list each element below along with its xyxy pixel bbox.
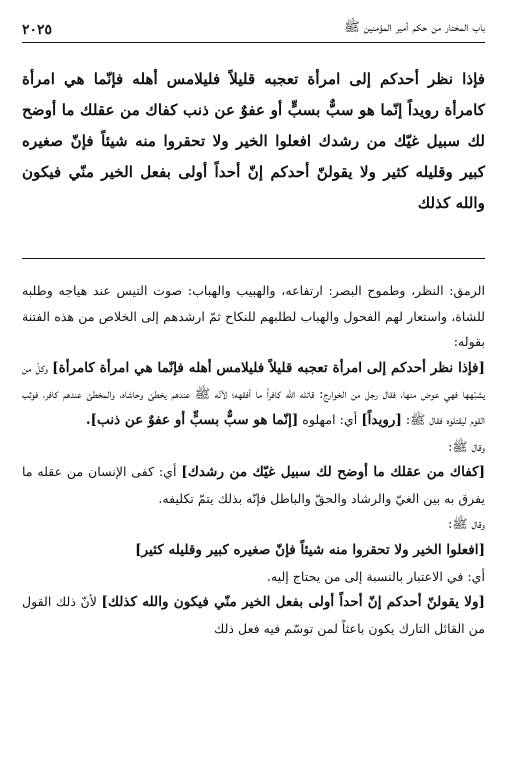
page-number: ٢٠٢٥ — [22, 22, 53, 38]
main-text — [22, 64, 485, 219]
commentary-paragraph — [22, 537, 485, 564]
commentary-text: وقال ﷺ: — [448, 438, 485, 454]
quoted-text: [فإذا نظر أحدكم إلى امرأة تعجبه قليلاً فليلامس أهله فإنّما هي امرأة كامرأة] — [52, 359, 485, 376]
commentary-paragraph — [22, 589, 485, 641]
commentary-text: لأنّ ذلك القول من القائل التارك يكون باعثاً لمن توسّم فيه فعل ذلك — [22, 594, 485, 636]
commentary-paragraph — [22, 355, 485, 434]
commentary-text: أي: في الاعتبار بالنسبة إلى من يحتاج إليه. — [266, 568, 485, 584]
quoted-text: [كفاك من عقلك ما أوضح لك سبيل غيّك من رشدك] — [181, 464, 486, 481]
separator-rule — [22, 258, 485, 259]
commentary-paragraph — [22, 459, 485, 511]
quoted-text: [افعلوا الخير ولا تحقروا منه شيئاً فإنّ صغيره كبير وقليله كثير] — [135, 541, 485, 558]
commentary-text: الرمق: النظر، وطموح البصر: ارتفاعه، والهبيب والهباب: صوت التيس عند هياجه وطلبه للشاة، واستعار لهم الفحول والهباب لطلبهم للنكاح ثمّ ارشدهم إلى الخلاص من هذه الفتنة بقوله: — [22, 283, 485, 350]
commentary-paragraph — [22, 434, 485, 460]
quoted-text: [ولا يقولنّ أحدكم إنّ أحداً أولى بفعل الخير منّي فيكون والله كذلك] — [101, 594, 485, 611]
commentary — [22, 278, 485, 641]
running-title: باب المختار من حكم أمير المؤمنين ﷺ — [343, 20, 485, 35]
commentary-paragraph — [22, 278, 485, 355]
commentary-paragraph — [22, 564, 485, 590]
commentary-text: أي: كفى الإنسان من عقله ما يفرق به بين الغيّ والرشاد والحقّ والباطل فإنّه بذلك يتمّ تكليفه. — [22, 464, 485, 506]
main-paragraph: فإذا نظر أحدكم إلى امرأة تعجبه قليلاً فليلامس أهله فإنّما هي امرأة كامرأة رويداً إنّما هو سبٌّ بسبٍّ أو عفوٌ عن ذنب كفاك من عقلك ما أوضح لك سبيل غيّك من رشدك افعلوا الخير ولا تحقروا منه شيئاً فإنّ صغيره كبير وقليله كثير ولا يقولنّ أحدكم إنّ أحداً أولى بفعل الخير منّي فيكون والله كذلك — [22, 70, 485, 212]
commentary-text: وكلّ من يشبّهها فهي عوض منها، فقال رجل من الخوارج: قاتله الله كافراً ما أفقهه؛ لأنّه ﷺ عندهم يخطئ وحاشاه، والمخطئ عندهم كافر، فوثب القوم ليقتلوه فقال ﷺ: — [22, 359, 485, 427]
header-rule — [22, 42, 485, 43]
page-header — [22, 18, 485, 38]
commentary-text: أي: امهلوه — [298, 411, 362, 427]
quoted-text: [رويداً] — [361, 411, 402, 428]
commentary-paragraph — [22, 511, 485, 537]
quoted-text: [إنّما هو سبٌّ بسبٍّ أو عفوٌ عن ذنب]. — [85, 411, 299, 428]
commentary-text: وقال ﷺ: — [448, 516, 485, 532]
